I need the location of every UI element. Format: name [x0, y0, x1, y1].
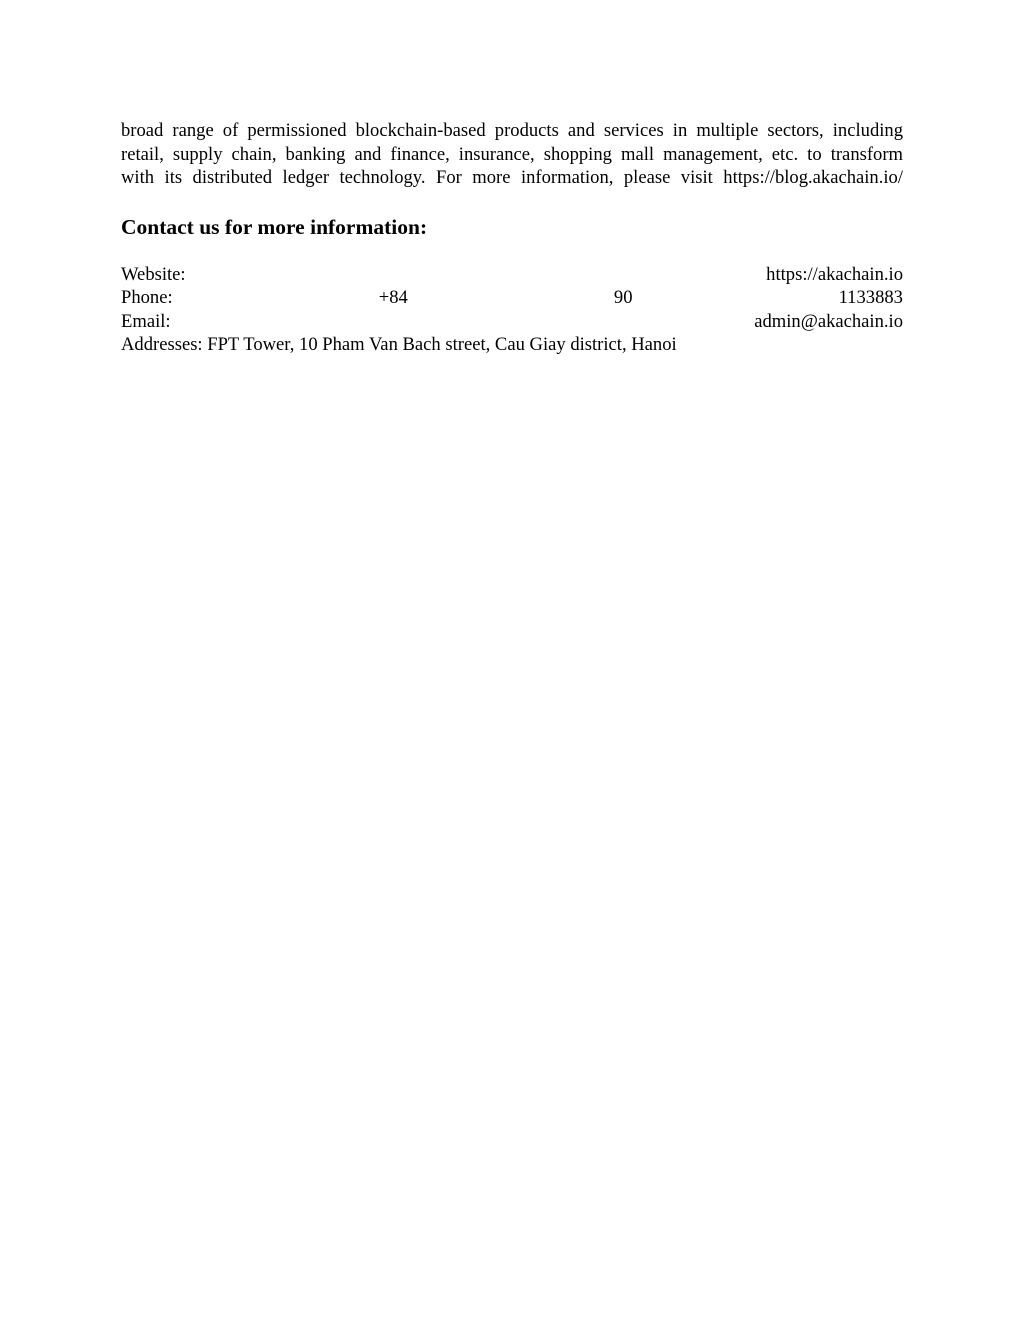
website-label: Website: [121, 264, 186, 285]
intro-paragraph [121, 119, 903, 190]
contact-heading: Contact us for more information: [121, 215, 428, 239]
paragraph-line: retail, supply chain, banking and finance, insurance, shopping mall management, etc. to transform [121, 143, 903, 165]
website-value: https://akachain.io [766, 264, 903, 285]
address-text: Addresses: FPT Tower, 10 Pham Van Bach street, Cau Giay district, Hanoi [121, 334, 677, 356]
contact-block [121, 263, 903, 357]
phone-country-code: +84 [378, 287, 408, 309]
paragraph-line: broad range of permissioned blockchain-based products and services in multiple sectors, including [121, 120, 903, 141]
phone-area-code: 90 [613, 287, 633, 309]
email-value: admin@akachain.io [754, 310, 903, 332]
address-row [121, 333, 903, 356]
paragraph-line: with its distributed ledger technology. For more information, please visit https://blog.akachain.io/ [121, 167, 903, 188]
phone-label: Phone: [121, 287, 173, 309]
phone-number: 1133883 [838, 287, 903, 309]
phone-row [121, 286, 903, 309]
email-label: Email: [121, 310, 171, 332]
page-content [121, 119, 903, 356]
website-row [121, 263, 903, 286]
email-row [121, 310, 903, 333]
